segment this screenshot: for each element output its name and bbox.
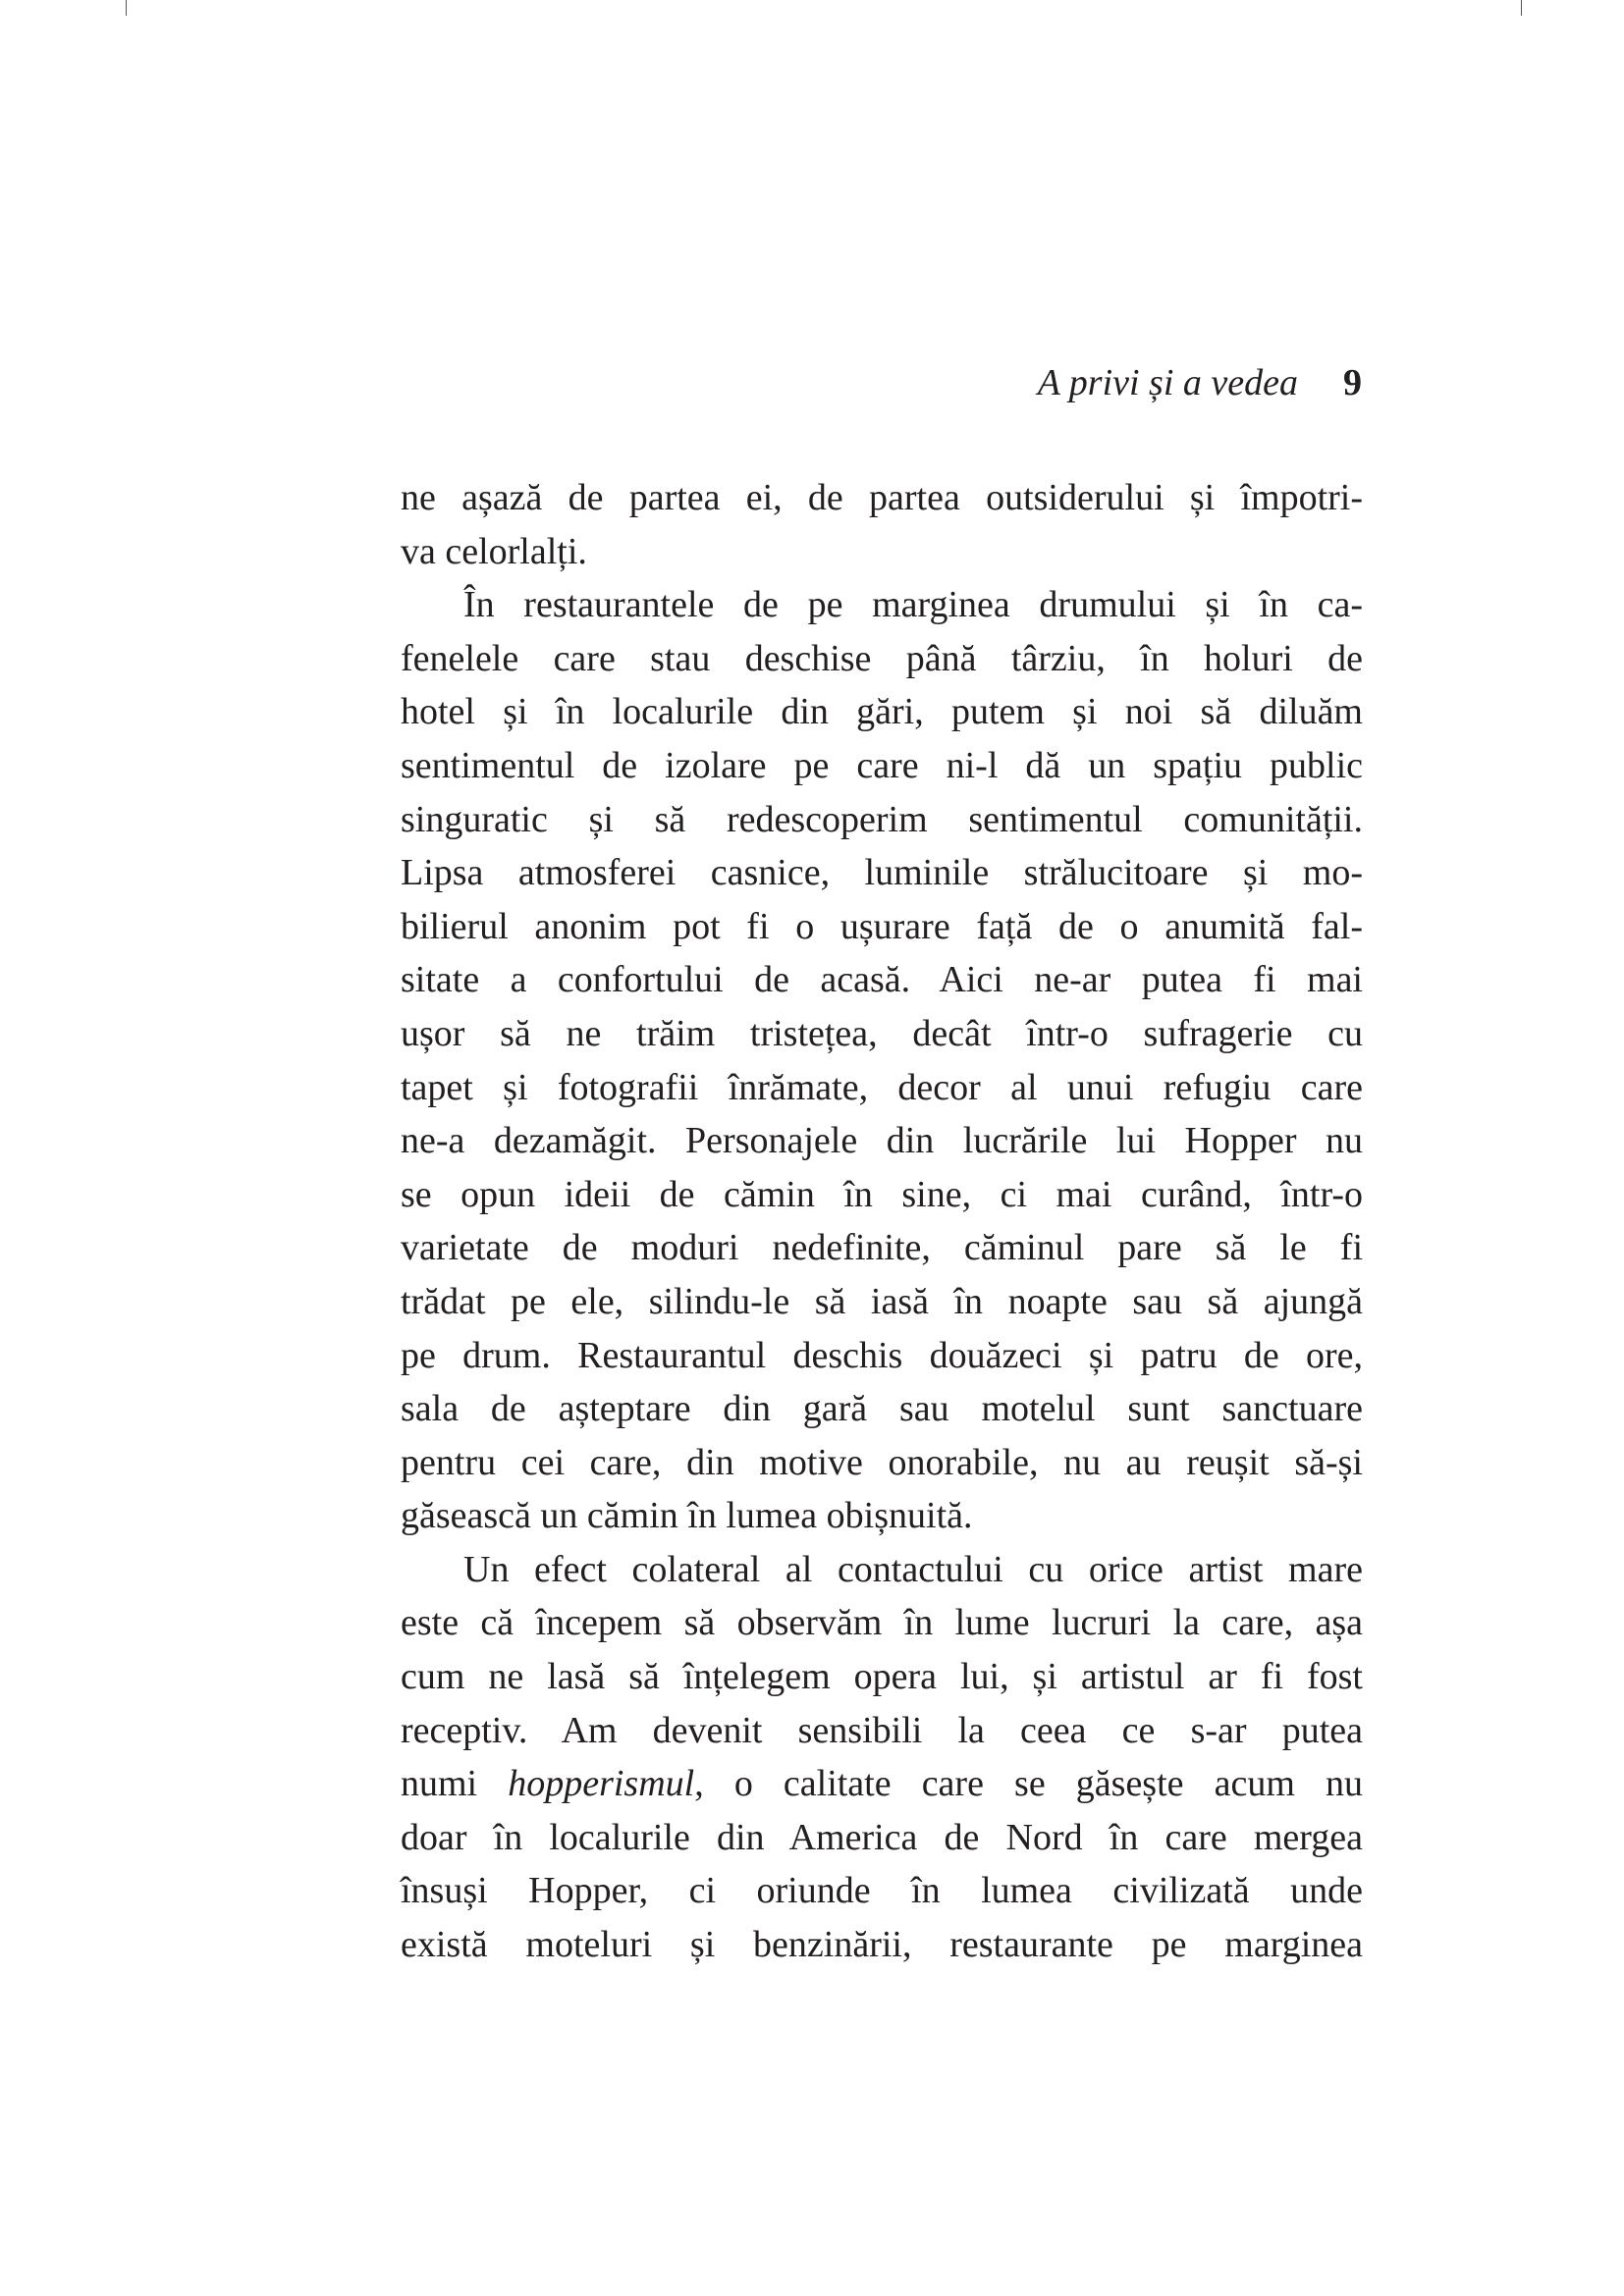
text-line: hotel și în localurile din gări, putem și noi să diluăm [401,691,1363,733]
text-line: pentru cei care, din motive onorabile, nu au reușit să-și [401,1441,1363,1483]
page-number: 9 [1343,362,1362,403]
text-line: ne-a dezamăgit. Personajele din lucrările lui Hopper nu [401,1120,1363,1162]
crop-mark-left [126,0,127,16]
text-line: sitate a confortului de acasă. Aici ne-ar putea fi mai [401,959,1363,1001]
italic-term: hopperismul [508,1763,695,1805]
text-line: sentimentul de izolare pe care ni-l dă un spațiu public [401,744,1363,786]
text-line: însuși Hopper, ci oriunde în lumea civilizată unde [401,1870,1363,1912]
text-line: găsească un cămin în lumea obișnuită. [401,1495,973,1537]
text-line: trădat pe ele, silindu-le să iasă în noapte sau să ajungă [401,1280,1363,1322]
body-text [401,471,1363,1972]
text-line [401,1757,1363,1811]
running-title: A privi și a vedea [1037,362,1298,403]
text-line: sala de așteptare din gară sau motelul sunt sanctuare [401,1388,1363,1430]
text-line: varietate de moduri nedefinite, căminul pare să le fi [401,1227,1363,1269]
text-line: pe drum. Restaurantul deschis douăzeci și patru de ore, [401,1334,1363,1376]
text-line: singuratic și să redescoperim sentimentul comunității. [401,798,1363,840]
text-line: În restaurantele de pe marginea drumului și în ca- [463,584,1363,626]
text-segment: , o calitate care se găsește acum nu [694,1763,1363,1805]
text-line: ne așază de partea ei, de partea outsiderului și împotri- [401,477,1363,518]
text-line: ușor să ne trăim tristețea, decât într-o sufragerie cu [401,1012,1363,1054]
text-line: Lipsa atmosferei casnice, luminile strălucitoare și mo- [401,852,1363,894]
running-header [1038,355,1362,410]
text-line: există moteluri și benzinării, restaurante pe marginea [401,1924,1363,1966]
text-line: doar în localurile din America de Nord în care mergea [401,1816,1363,1858]
text-line: bilierul anonim pot fi o ușurare față de o anumită fal- [401,905,1363,947]
text-line: tapet și fotografii înrămate, decor al unui refugiu care [401,1066,1363,1108]
text-line: receptiv. Am devenit sensibili la ceea ce s-ar putea [401,1709,1363,1751]
text-line: Un efect colateral al contactului cu orice artist mare [463,1548,1363,1590]
crop-mark-right [1521,0,1522,16]
text-segment: numi [401,1763,509,1805]
text-line: fenelele care stau deschise până târziu, în holuri de [401,637,1363,679]
text-line: este că începem să observăm în lume lucruri la care, așa [401,1602,1363,1644]
text-line: se opun ideii de cămin în sine, ci mai curând, într-o [401,1173,1363,1215]
text-line: va celorlalți. [401,530,587,572]
text-line: cum ne lasă să înțelegem opera lui, și artistul ar fi fost [401,1656,1363,1698]
